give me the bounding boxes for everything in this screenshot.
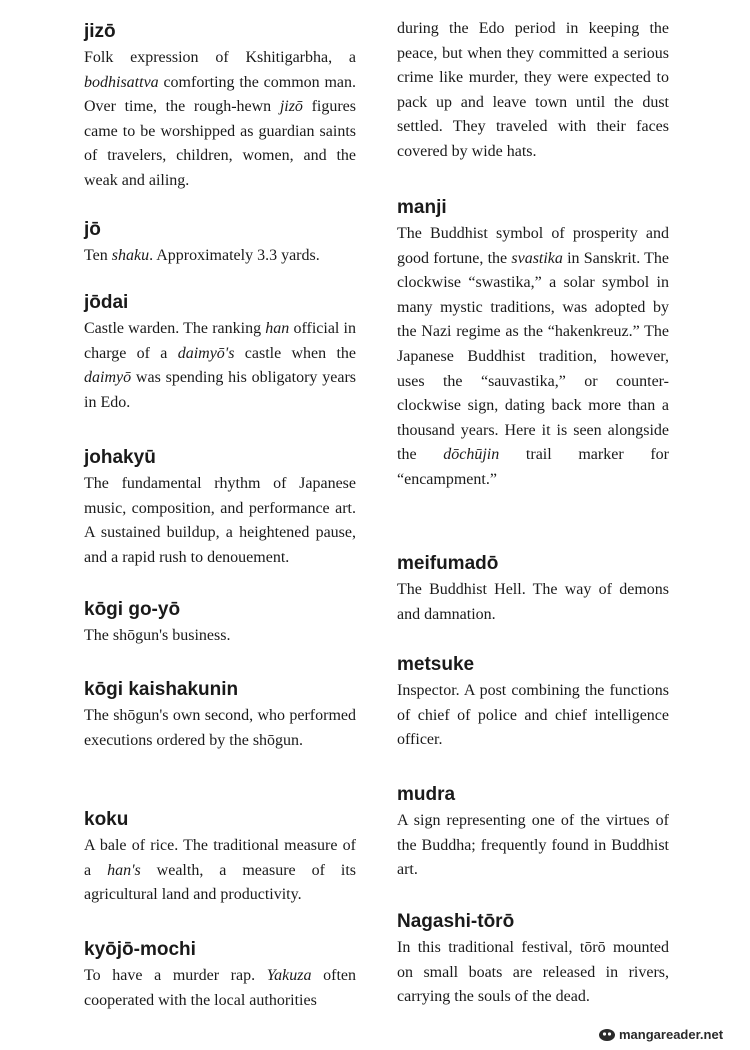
entry-definition: Folk expression of Kshitigarbha, a bodhisattva comforting the common man. Over time, the rough-hewn jizō figures came to be worshipped as guardian saints of travelers, children, women, and the weak and ailing. [84,49,356,189]
glossary-entry-manji [397,196,669,493]
glossary-entry-meifumado [397,552,669,627]
watermark-text: mangareader.net [619,1027,724,1042]
glossary-entry-kyojo-mochi [84,938,356,1013]
site-watermark [598,1027,723,1042]
glossary-entry-kogi-go-yo [84,598,356,649]
entry-definition: Ten shaku. Approximately 3.3 yards. [84,247,320,264]
entry-definition: Inspector. A post combining the functions of chief of police and chief intelligence officer. [397,682,669,749]
glossary-entry-jizo [84,20,356,194]
entry-definition: To have a murder rap. Yakuza often cooperated with the local authorities [84,967,357,1009]
entry-definition: The Buddhist symbol of prosperity and good fortune, the svastika in Sanskrit. The clockwise “swastika,” a solar symbol in many mystic traditions, was adopted by the Nazi regime as the “hakenkreuz.” The Japanese Buddhist tradition, however, uses the “sauvastika,” or counter-clockwise sign, dating back more than a thousand years. Here it is seen alongside the dōchūjin trail marker for “encampment.” [397,225,669,488]
entry-definition: A sign representing one of the virtues of the Buddha; frequently found in Buddhist art. [397,812,669,879]
entry-term: kōgi go-yō [84,599,181,620]
entry-definition: Castle warden. The ranking han official in charge of a daimyō's castle when the daimyō was spending his obligatory years in Edo. [84,320,357,411]
glossary-entry-jodai [84,291,356,415]
entry-definition: The shōgun's own second, who performed executions ordered by the shōgun. [84,707,356,749]
entry-term: meifumadō [397,553,499,574]
entry-definition: The Buddhist Hell. The way of demons and damnation. [397,581,669,623]
glossary-entry-kyojo-mochi-continued [397,17,669,165]
glossary-entry-metsuke [397,653,669,753]
entry-definition: A bale of rice. The traditional measure of a han's wealth, a measure of its agricultural land and productivity. [84,837,356,904]
entry-term: kyōjō-mochi [84,939,196,960]
entry-term: johakyū [84,447,156,468]
glossary-entry-kogi-kaishakunin [84,678,356,753]
entry-definition: In this traditional festival, tōrō mounted on small boats are released in rivers, carrying the souls of the dead. [397,939,669,1006]
glossary-entry-johakyu [84,446,356,570]
entry-term: Nagashi-tōrō [397,911,515,932]
entry-term: jizō [84,21,116,42]
entry-definition: The shōgun's business. [84,627,231,644]
entry-definition: during the Edo period in keeping the peace, but when they committed a serious crime like murder, they were expected to pack up and leave town until the dust settled. They traveled with their faces covered by wide hats. [397,20,669,160]
entry-definition: The fundamental rhythm of Japanese music, composition, and performance art. A sustained buildup, a heightened pause, and a rapid rush to denouement. [84,475,356,566]
entry-term: kōgi kaishakunin [84,679,239,700]
glossary-entry-mudra [397,783,669,883]
manga-face-icon [598,1028,616,1042]
entry-term: koku [84,809,129,830]
glossary-entry-jo [84,218,356,269]
entry-term: manji [397,197,447,218]
entry-term: mudra [397,784,456,805]
entry-term: jō [84,219,101,240]
glossary-entry-koku [84,808,356,908]
entry-term: jōdai [84,292,129,313]
entry-term: metsuke [397,654,475,675]
glossary-entry-nagashi-toro [397,910,669,1010]
